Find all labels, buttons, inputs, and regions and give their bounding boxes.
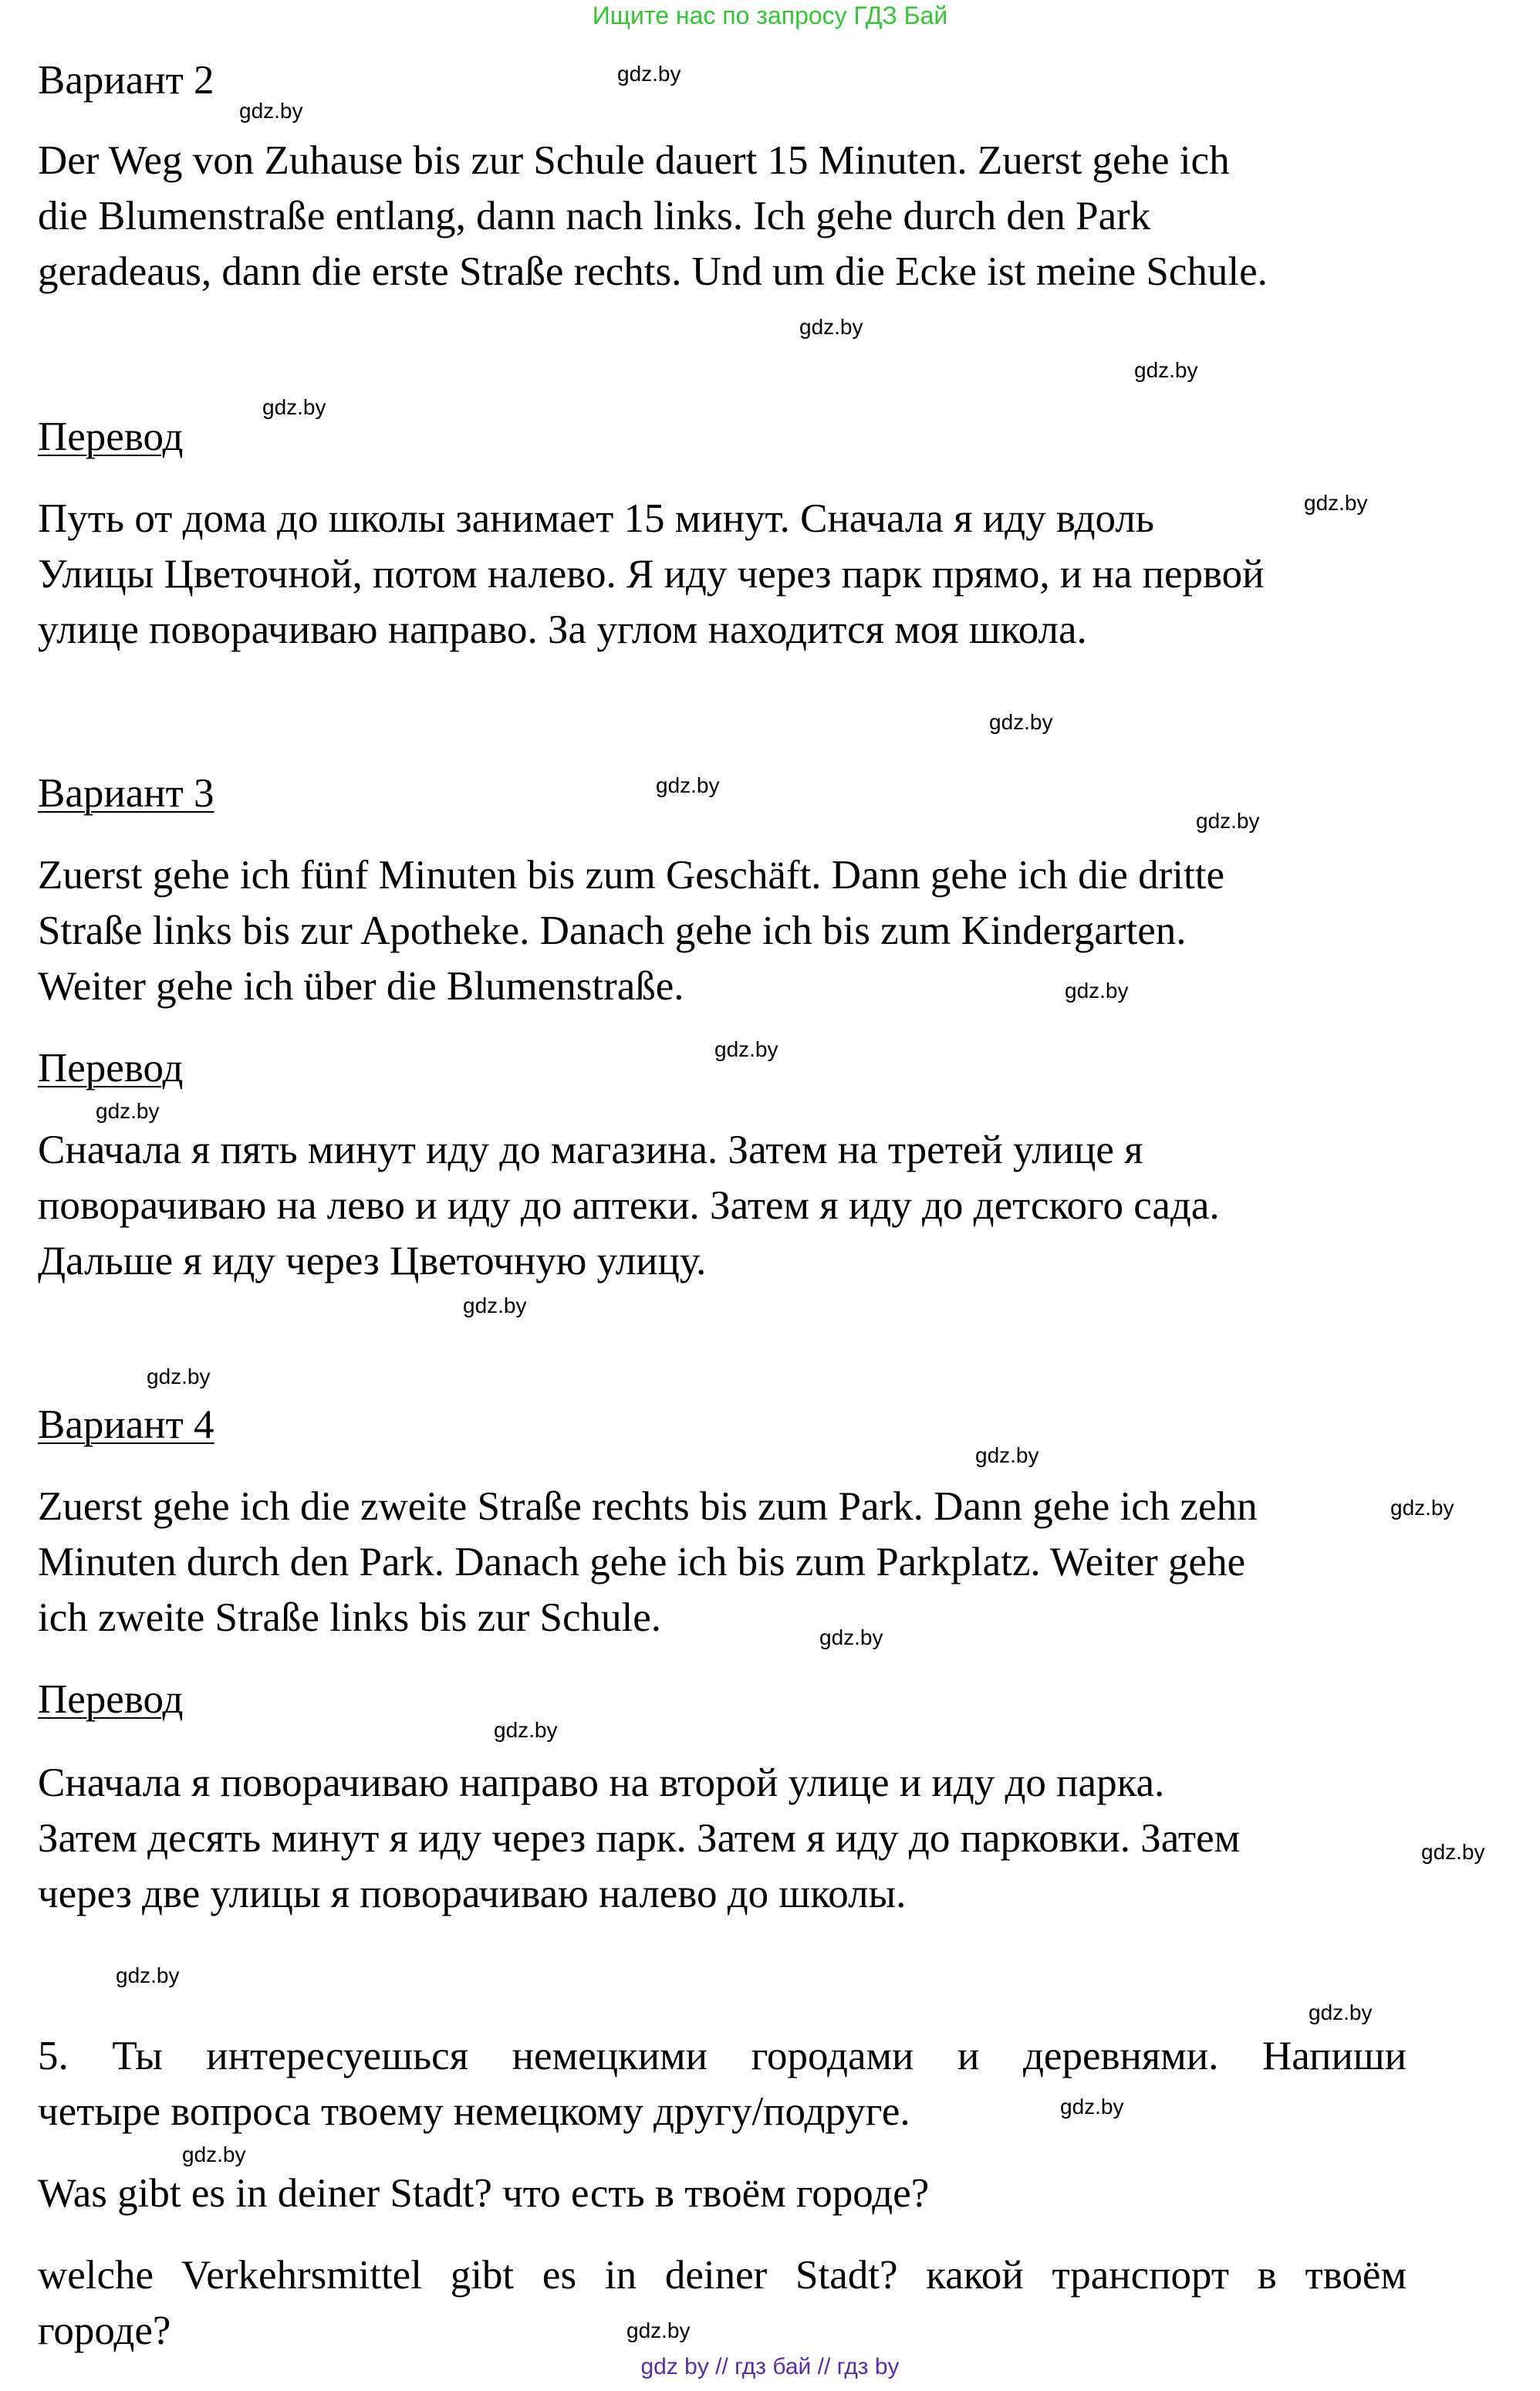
variant-4-line-2: Minuten durch den Park. Danach gehe ich bis zum Parkplatz. Weiter gehe xyxy=(38,1540,1246,1584)
watermark: gdz.by xyxy=(147,1365,211,1388)
footer-links[interactable]: gdz by // гдз бай // гдз by xyxy=(640,2354,900,2379)
task-5-question-2-line-1: welche Verkehrsmittel gibt es in deiner Stadt? какой транспорт в твоём xyxy=(38,2253,1407,2298)
watermark: gdz.by xyxy=(494,1718,558,1742)
watermark: gdz.by xyxy=(463,1294,527,1317)
variant-3-translation-line-1: Сначала я пять минут иду до магазина. Затем на третей улице я xyxy=(38,1128,1143,1172)
variant-4-title: Вариант 4 xyxy=(38,1402,214,1447)
top-banner[interactable]: Ищите нас по запросу ГДЗ Бай xyxy=(592,2,948,29)
variant-4-line-1: Zuerst gehe ich die zweite Straße rechts bis zum Park. Dann gehe ich zehn xyxy=(38,1484,1258,1529)
variant-4-line-3: ich zweite Straße links bis zur Schule. xyxy=(38,1595,662,1640)
variant-3-line-2: Straße links bis zur Apotheke. Danach gehe ich bis zum Kindergarten. xyxy=(38,908,1187,953)
variant-4-translation-line-3: через две улицы я поворачиваю налево до школы. xyxy=(38,1872,907,1916)
watermark: gdz.by xyxy=(96,1099,160,1123)
watermark: gdz.by xyxy=(262,395,326,419)
watermark: gdz.by xyxy=(1196,809,1260,833)
watermark: gdz.by xyxy=(975,1443,1039,1467)
variant-2-line-1: Der Weg von Zuhause bis zur Schule dauert 15 Minuten. Zuerst gehe ich xyxy=(38,138,1230,183)
variant-2-line-3: geradeaus, dann die erste Straße rechts. Und um die Ecke ist meine Schule. xyxy=(38,249,1268,294)
variant-3-line-3: Weiter gehe ich über die Blumenstraße. xyxy=(38,964,684,1009)
task-5-question-1: Was gibt es in deiner Stadt? что есть в твоём городе? xyxy=(38,2171,930,2216)
watermark: gdz.by xyxy=(799,315,863,339)
variant-2-line-2: die Blumenstraße entlang, dann nach links. Ich gehe durch den Park xyxy=(38,194,1151,238)
variant-2-translation-line-1: Путь от дома до школы занимает 15 минут. Сначала я иду вдоль xyxy=(38,496,1154,541)
watermark: gdz.by xyxy=(1304,491,1368,515)
watermark: gdz.by xyxy=(714,1037,778,1061)
variant-3-translation-title: Перевод xyxy=(38,1046,184,1091)
variant-3-translation-line-3: Дальше я иду через Цветочную улицу. xyxy=(38,1239,707,1283)
watermark: gdz.by xyxy=(116,1963,180,1987)
task-5-line-2: четыре вопроса твоему немецкому другу/подруге. xyxy=(38,2089,910,2134)
watermark: gdz.by xyxy=(1309,2000,1373,2024)
variant-3-translation-line-2: поворачиваю на лево и иду до аптеки. Затем я иду до детского сада. xyxy=(38,1183,1220,1228)
variant-3-line-1: Zuerst gehe ich fünf Minuten bis zum Geschäft. Dann gehe ich die dritte xyxy=(38,853,1224,898)
watermark: gdz.by xyxy=(1060,2095,1124,2119)
variant-2-translation-line-3: улице поворачиваю направо. За углом находится моя школа. xyxy=(38,607,1087,652)
variant-4-translation-line-2: Затем десять минут я иду через парк. Затем я иду до парковки. Затем xyxy=(38,1816,1241,1861)
watermark: gdz.by xyxy=(617,62,681,86)
variant-4-translation-title: Перевод xyxy=(38,1677,184,1722)
variant-4-translation-line-1: Сначала я поворачиваю направо на второй улице и иду до парка. xyxy=(38,1760,1165,1805)
watermark: gdz.by xyxy=(819,1625,883,1649)
watermark: gdz.by xyxy=(1390,1496,1454,1520)
task-5-question-2-line-2: городе? xyxy=(38,2308,171,2353)
variant-2-translation-line-2: Улицы Цветочной, потом налево. Я иду через парк прямо, и на первой xyxy=(38,552,1265,597)
variant-2-title: Вариант 2 xyxy=(38,58,214,103)
watermark: gdz.by xyxy=(1421,1840,1485,1864)
watermark: gdz.by xyxy=(989,710,1053,734)
watermark: gdz.by xyxy=(656,773,720,797)
watermark: gdz.by xyxy=(239,99,303,123)
task-5-line-1: 5. Ты интересуешься немецкими городами и деревнями. Напиши xyxy=(38,2034,1407,2078)
watermark: gdz.by xyxy=(1134,358,1198,382)
watermark: gdz.by xyxy=(626,2318,691,2342)
watermark: gdz.by xyxy=(1065,979,1129,1003)
variant-3-title: Вариант 3 xyxy=(38,771,214,816)
watermark: gdz.by xyxy=(182,2142,246,2166)
variant-2-translation-title: Перевод xyxy=(38,414,184,459)
